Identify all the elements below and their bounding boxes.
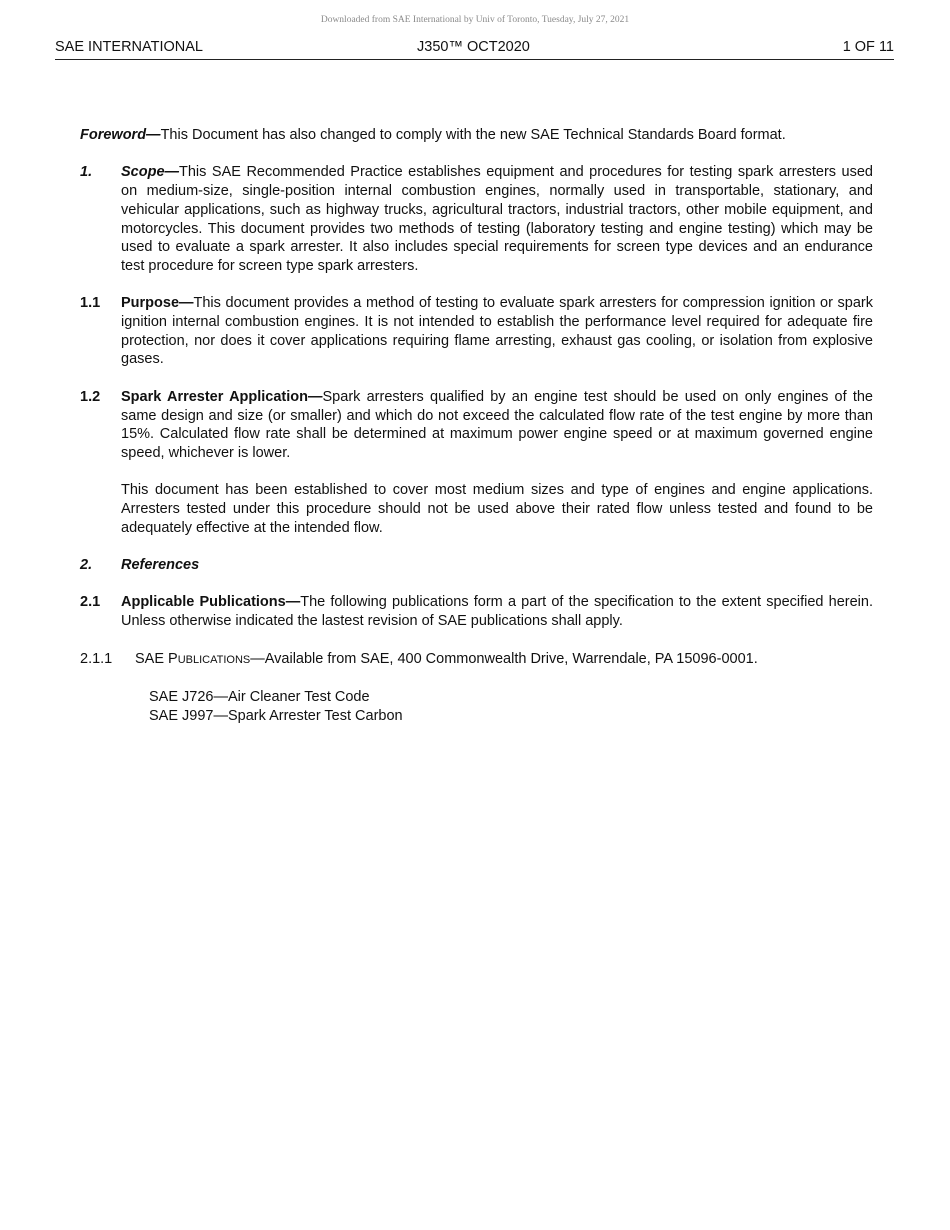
section-number: 2.1 [80,594,101,611]
section-text: The following publications form a part of the specification to the extent specified herein. Unless otherwise indicated the lastest revision of SAE publications shall apply. [121,594,873,630]
document-body [80,126,873,725]
section-number: 1.2 [80,388,101,405]
foreword-title: Foreword— [80,127,161,143]
section-text: —Available from SAE, 400 Commonwealth Drive, Warrendale, PA 15096-0001. [250,650,758,667]
application-paragraph-2: This document has been established to cover most medium sizes and type of engines and engine applications. Arresters tested under this procedure should not be used above their rated flow unless tested and found to be adequately effective at the intended flow. [121,482,873,536]
download-notice: Downloaded from SAE International by Univ of Toronto, Tuesday, July 27, 2021 [320,15,630,25]
section-number: 2.1.1 [80,650,113,667]
section-number: 1. [80,164,93,181]
header-organization: SAE INTERNATIONAL [55,39,203,55]
section-title: Spark Arrester Application— [121,388,323,405]
section-number: 2. [80,557,93,574]
section-scope [80,163,873,275]
section-title: Scope— [121,164,180,181]
section-purpose [80,294,873,369]
section-title: Applicable Publications— [121,594,301,611]
header-document-id: J350™ OCT2020 [417,39,530,55]
foreword-text: This Document has also changed to comply with the new SAE Technical Standards Board format. [160,127,786,143]
section-title: References [121,557,200,574]
section-spark-arrester-application [80,388,873,463]
section-title-smallcaps: UBLICATIONS [177,653,251,666]
section-applicable-publications [80,593,873,630]
section-sae-publications [80,650,873,670]
section-references [80,556,873,575]
header-page-number: 1 OF 11 [842,39,894,55]
reference-item: SAE J726—Air Cleaner Test Code [149,688,370,705]
reference-list [149,688,873,725]
foreword-paragraph [80,126,873,145]
reference-item: SAE J997—Spark Arrester Test Carbon [149,707,403,724]
section-title: Purpose— [121,295,194,312]
section-number: 1.1 [80,295,101,312]
section-title-prefix: SAE P [135,650,178,667]
section-text: This document provides a method of testing to evaluate spark arresters for compression ignition or spark ignition internal combustion engines. It is not intended to establish the performance level required for adequate fire protection, nor does it cover applications requiring flame arresting, exhaust gas cooling, or isolation from explosive gases. [121,295,873,368]
section-text: Spark arresters qualified by an engine test should be used on only engines of the same design and size (or smaller) and which do not exceed the calculated flow rate of the test engine by more than 15%. Calculated flow rate shall be determined at maximum power engine speed or at maximum governed engine speed, whichever is lower. [121,388,873,461]
section-text: This SAE Recommended Practice establishes equipment and procedures for testing spark arresters used on medium-size, single-position internal combustion engines, normally used in transportable, stationary, and vehicular applications, such as highway trucks, agricultural tractors, industrial tractors, other mobile equipment, and motorcycles. This document provides two methods of testing (laboratory testing and engine testing) which may be used to evaluate a spark arrester. It also includes special requirements for screen type devices and an endurance test procedure for screen type spark arresters. [121,164,873,274]
page-header [55,38,894,60]
